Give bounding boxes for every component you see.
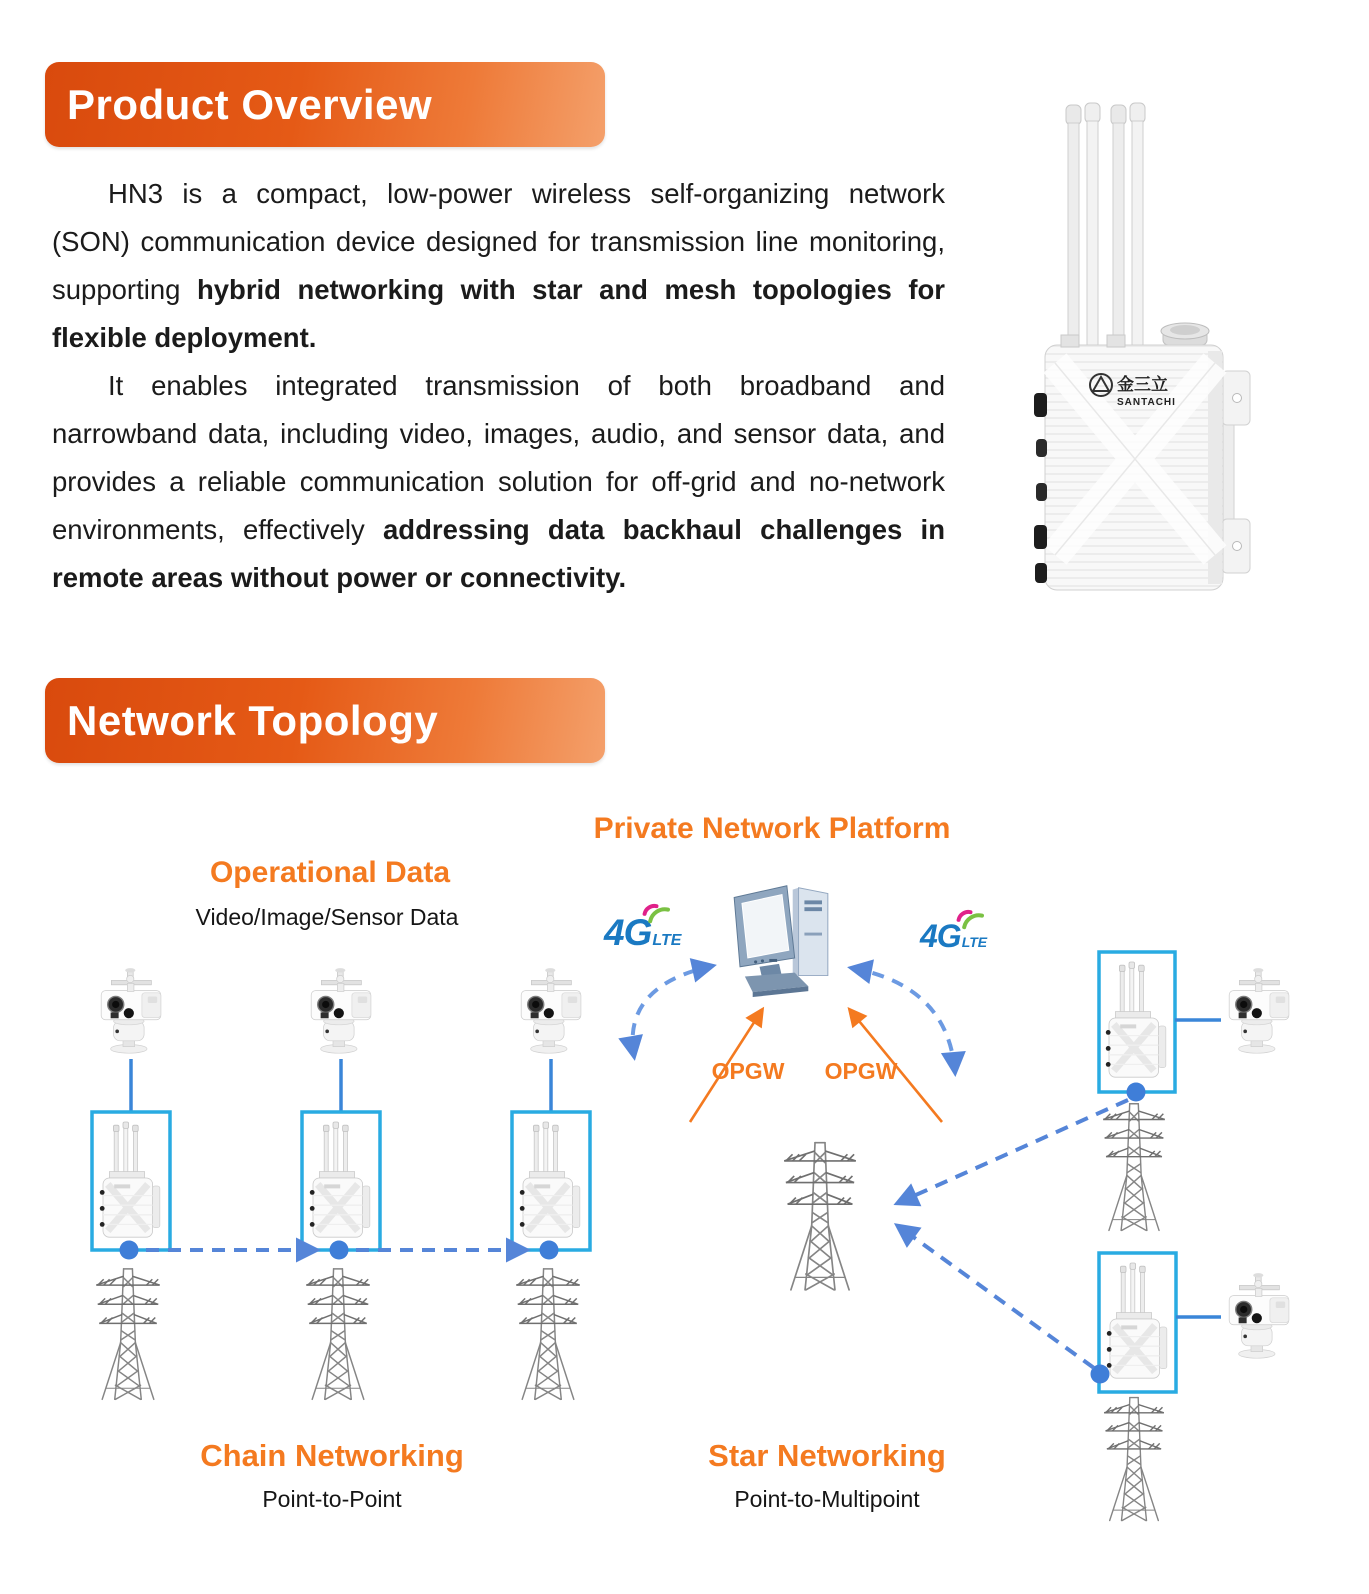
hub-transmission-tower-icon	[784, 1143, 856, 1290]
product-overview-banner	[45, 62, 605, 147]
hn3-device-icon	[1107, 1263, 1167, 1378]
opgw-label-right: OPGW	[824, 1058, 898, 1084]
product-overview-title: Product Overview	[67, 81, 433, 128]
transmission-tower-icon	[1104, 1398, 1164, 1521]
desktop-computer-icon	[734, 886, 828, 997]
ptz-camera-icon	[521, 968, 581, 1053]
lte-signal-arcs-icon	[640, 900, 670, 926]
hn3-device-icon	[100, 1122, 160, 1237]
paragraph-1-text: HN3 is a compact, low-power wireless self-organizing network (SON) communication device designed for transmission line monitoring, supporting	[52, 178, 945, 305]
ptz-camera-icon	[311, 968, 371, 1053]
transmission-tower-icon	[516, 1269, 579, 1399]
lte-4g-text: 4G	[920, 918, 961, 954]
node-dot-icon	[120, 1241, 139, 1260]
ptz-camera-icon	[101, 968, 161, 1053]
network-topology-banner	[45, 678, 605, 763]
network-topology-title: Network Topology	[67, 697, 439, 744]
overview-paragraph-2	[52, 362, 945, 602]
overview-paragraph-1	[52, 170, 945, 362]
paragraph-2-period: .	[618, 562, 627, 593]
node-dot-icon	[330, 1241, 349, 1260]
lte-link-left	[633, 966, 712, 1056]
paragraph-1-bold-text: hybrid networking with star and mesh topologies for flexible deployment	[52, 274, 945, 353]
chain-network-group	[92, 968, 590, 1399]
lte-signal-arcs-icon	[954, 906, 984, 932]
lte-link-right	[852, 968, 955, 1072]
product-overview-text	[52, 170, 945, 602]
paragraph-2-text: It enables integrated transmission of both broadband and narrowband data, including video, images, audio, and sensor data, and provides a reliable communication solution for off-grid and no-network environments, effectively	[52, 370, 945, 545]
hn3-device-icon	[520, 1122, 580, 1237]
lte-sub-text: LTE	[652, 932, 682, 949]
lte-sub-text: LTE	[961, 934, 988, 950]
wall-bracket	[1222, 371, 1250, 573]
antenna-icons	[1066, 103, 1145, 347]
lte-4g-badge-right	[920, 918, 987, 955]
chain-networking-label: Chain Networking	[200, 1438, 464, 1473]
data-types-label: Video/Image/Sensor Data	[195, 904, 459, 930]
hn3-device-icon	[310, 1122, 370, 1237]
top-connector	[1161, 323, 1209, 345]
network-topology-diagram	[0, 780, 1369, 1594]
transmission-tower-icon	[96, 1269, 159, 1399]
dashed-link-icon	[898, 1226, 1094, 1368]
ptz-camera-icon	[1229, 1273, 1289, 1358]
star-networking-label: Star Networking	[708, 1438, 946, 1473]
star-network-group	[898, 952, 1289, 1521]
device-body	[1034, 335, 1223, 590]
node-dot-icon	[1127, 1083, 1146, 1102]
transmission-tower-icon	[1103, 1104, 1165, 1231]
transmission-tower-icon	[306, 1269, 369, 1399]
point-to-point-label: Point-to-Point	[262, 1486, 402, 1512]
lte-4g-text: 4G	[604, 912, 652, 953]
point-to-multipoint-label: Point-to-Multipoint	[734, 1486, 920, 1512]
product-photo-hn3-device	[1025, 95, 1265, 605]
device-logo-en: SANTACHI	[1117, 397, 1176, 408]
node-dot-icon	[540, 1241, 559, 1260]
ptz-camera-icon	[1229, 968, 1289, 1053]
lte-4g-badge-left	[604, 912, 681, 954]
private-network-platform-label: Private Network Platform	[593, 812, 951, 845]
hn3-device-icon	[1106, 962, 1166, 1077]
dashed-link-icon	[898, 1100, 1128, 1203]
paragraph-2-bold-text: addressing data backhaul challenges in remote areas without power or connectivity	[52, 514, 945, 593]
opgw-label-left: OPGW	[711, 1058, 785, 1084]
operational-data-label: Operational Data	[209, 856, 451, 889]
device-logo-cn: 金三立	[1117, 375, 1168, 394]
paragraph-1-period: .	[308, 322, 317, 353]
